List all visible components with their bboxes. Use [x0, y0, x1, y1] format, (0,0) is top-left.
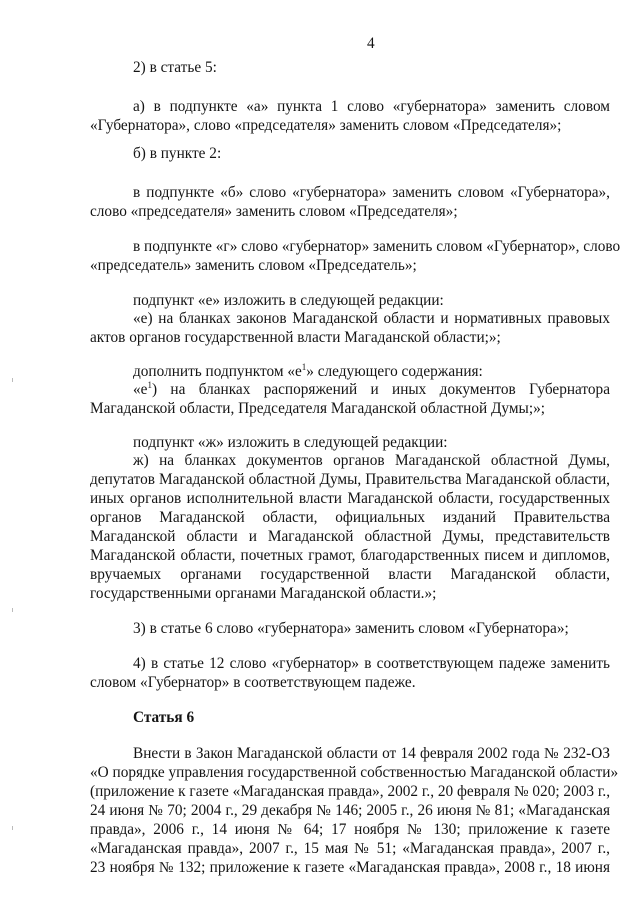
text-line: депутатов Магаданской областной Думы, Правительства Магаданской области,: [90, 471, 610, 488]
text-segment: ) на бланках распоряжений и иных документов Губернатора: [151, 381, 610, 398]
scan-mark: [12, 826, 13, 830]
text-line: актов органов государственной власти Магаданской области;»;: [90, 329, 501, 346]
text-line: иных органов исполнительной власти Магаданской области, государственных: [90, 490, 610, 507]
text-line: «О порядке управления государственной собственностью Магаданской области»: [90, 764, 619, 781]
text-line: правда», 2006 г., 14 июня № 64; 17 ноября № 130; приложение к газете: [90, 821, 610, 838]
text-line: Внести в Закон Магаданской области от 14 февраля 2002 года № 232-ОЗ: [133, 745, 610, 762]
text-line: Магаданской области, Председателя Магаданской областной Думы;»;: [90, 400, 545, 417]
text-line: 3) в статье 6 слово «губернатора» заменить словом «Губернатора»;: [133, 620, 569, 637]
text-line: государственными органами Магаданской области.»;: [90, 585, 437, 602]
text-line: Магаданской области, почетных грамот, благодарственных писем и дипломов,: [90, 547, 610, 564]
text-line: «Губернатора», слово «председателя» заменить словом «Председателя»;: [90, 117, 562, 134]
text-line: 4) в статье 12 слово «губернатор» в соответствующем падеже заменить: [133, 655, 610, 672]
text-line: «е) на бланках законов Магаданской области и нормативных правовых: [133, 310, 610, 327]
text-line: 24 июня № 70; 2004 г., 29 декабря № 146; 2005 г., 26 июня № 81; «Магаданская: [90, 802, 610, 819]
text-line: ж) на бланках документов органов Магаданской областной Думы,: [133, 452, 610, 469]
scan-mark: [12, 608, 13, 612]
text-line: 2) в статье 5:: [133, 59, 217, 76]
scan-mark: [12, 378, 13, 382]
text-line: Магаданской области и Магаданской областной Думы, представительств: [90, 528, 610, 545]
page-number: 4: [367, 35, 375, 52]
text-line: б) в пункте 2:: [133, 145, 222, 162]
text-line: а) в подпункте «а» пункта 1 слово «губернатора» заменить словом: [133, 98, 610, 115]
text-line: вручаемых органами государственной власти Магаданской области,: [90, 566, 610, 583]
text-line: [133, 363, 483, 381]
text-line: органов Магаданской области, официальных изданий Правительства: [90, 509, 610, 526]
text-segment: «е: [133, 381, 148, 398]
text-line: «Магаданская правда», 2007 г., 15 мая № 51; «Магаданская правда», 2007 г.,: [90, 840, 610, 857]
text-line: словом «Губернатор» в соответствующем падеже.: [90, 674, 416, 691]
text-segment: дополнить подпунктом «е: [133, 363, 302, 380]
text-line: [133, 381, 610, 399]
text-line: «председатель» заменить словом «Председатель»;: [90, 257, 417, 274]
text-line: слово «председателя» заменить словом «Председателя»;: [90, 203, 458, 220]
text-line: 23 ноября № 132; приложение к газете «Магаданская правда», 2008 г., 18 июня: [90, 859, 610, 876]
text-segment: » следующего содержания:: [306, 363, 483, 380]
article-heading: Статья 6: [133, 709, 195, 726]
text-line: в подпункте «г» слово «губернатор» заменить словом «Губернатор», слово: [133, 238, 621, 255]
text-line: (приложение к газете «Магаданская правда», 2002 г., 20 февраля № 020; 2003 г.,: [90, 783, 611, 800]
text-line: в подпункте «б» слово «губернатора» заменить словом «Губернатора»,: [133, 184, 610, 201]
text-line: подпункт «ж» изложить в следующей редакции:: [133, 434, 448, 451]
text-line: подпункт «е» изложить в следующей редакции:: [133, 292, 444, 309]
superscript: 1: [301, 362, 307, 372]
superscript: 1: [147, 380, 152, 390]
